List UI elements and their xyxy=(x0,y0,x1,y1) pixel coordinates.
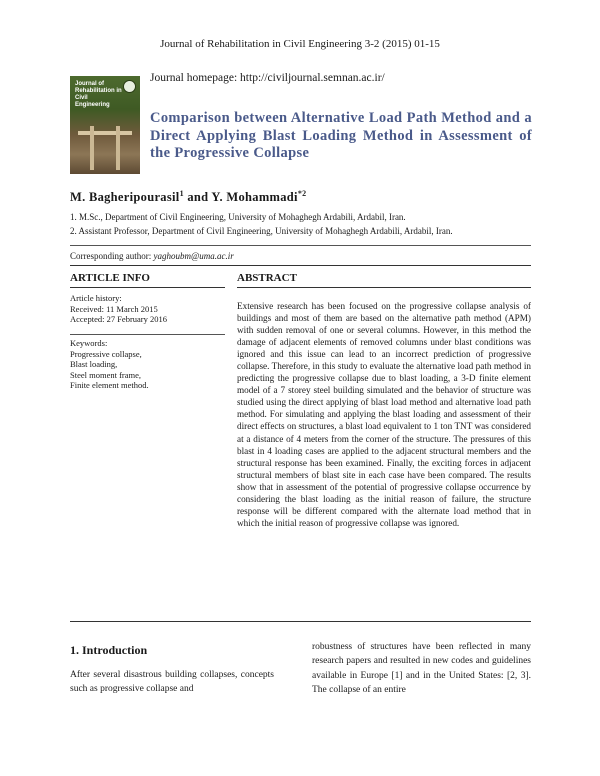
keyword-item: Steel moment frame, xyxy=(70,369,142,380)
divider xyxy=(70,621,531,622)
corresponding-email[interactable]: yaghoubm@uma.ac.ir xyxy=(153,251,234,261)
author-name: M. Bagheripourasil xyxy=(70,190,180,205)
divider xyxy=(70,287,225,288)
journal-cover-image xyxy=(70,76,140,174)
keywords-block xyxy=(70,338,149,391)
divider xyxy=(237,287,531,288)
history-label: Article history: xyxy=(70,293,122,303)
abstract-heading: ABSTRACT xyxy=(237,272,297,284)
body-text-right-column: robustness of structures have been reflected in many research papers and resulted in new codes and guidelines available in Europe [1] and in the United States: [2, 3]. The collapse of an entire xyxy=(312,642,531,696)
abstract-text: Extensive research has been focused on the progressive collapse analysis of buildings and most of them are based on the alternative path method (APM) with sudden removal of one or several columns. However, in this method the damage of adjacent elements of removed columns under blast conditions was ignored and this issue can lead to an incorrect prediction of progressive collapse. Therefore, in this study to evaluate the alternative load path method in predicting the progressive collapse due to blast loading, a 3-D finite element model of a 7 storey steel building simulated and the behavior of structure was studied using the direct applying of blast load method and alternative load path method. For simulating and applying the blast loading and assessment of their direct effects on structures, a blast load equivalent to 1 ton TNT was considered at a distance of 4 meters from the corner of the structure. The pressures of this blast in 4 loading cases are applied to the adjacent structural members and the structural response has been examined. Finally, the exciting forces in adjacent structural members of blast site in each case have been compared. The results show that in assessment of the potential of progressive collapse occurrence by considering the blast loading as the initial reason of failure, the structure response will be different compared with the alternate load method that in which the initial reason of progressive collapse was ignored. xyxy=(237,301,531,528)
article-info-heading: ARTICLE INFO xyxy=(70,272,150,284)
section-heading-introduction: 1. Introduction xyxy=(70,643,148,657)
divider xyxy=(70,245,531,246)
divider xyxy=(70,334,225,335)
author-affiliation-mark: *2 xyxy=(297,189,307,198)
journal-logo-icon xyxy=(123,80,136,93)
journal-homepage-link[interactable]: Journal homepage: http://civiljournal.semnan.ac.ir/ xyxy=(150,72,385,84)
corresponding-label: Corresponding author: xyxy=(70,251,154,261)
author-list xyxy=(70,189,306,205)
author-conjunction: and xyxy=(183,190,212,205)
paper-title: Comparison between Alternative Load Path Method and a Direct Applying Blast Loading Method in Assessment of the Progressive Collapse xyxy=(150,110,532,161)
author-name: Y. Mohammadi xyxy=(211,190,298,205)
keyword-item: Progressive collapse, xyxy=(70,348,142,359)
keyword-item: Finite element method. xyxy=(70,380,149,390)
accepted-date: Accepted: 27 February 2016 xyxy=(70,314,168,324)
affiliation-2: 2. Assistant Professor, Department of Civil Engineering, University of Mohaghegh Ardabili, Ardabil, Iran. xyxy=(70,226,453,236)
divider xyxy=(70,265,531,266)
keyword-item: Blast loading, xyxy=(70,359,118,369)
corresponding-author xyxy=(70,251,234,261)
journal-citation: Journal of Rehabilitation in Civil Engineering 3-2 (2015) 01-15 xyxy=(160,38,440,50)
received-date: Received: 11 March 2015 xyxy=(70,303,158,314)
body-text-left-column: After several disastrous building collapses, concepts such as progressive collapse and xyxy=(70,670,274,695)
article-history xyxy=(70,293,167,325)
cover-title: Journal of Rehabilitation in Civil Engineering xyxy=(75,81,122,108)
author-affiliation-mark: 1 xyxy=(179,189,184,198)
affiliation-1: 1. M.Sc., Department of Civil Engineering, University of Mohaghegh Ardabili, Ardabil, Iran. xyxy=(70,212,406,222)
keywords-label: Keywords: xyxy=(70,338,108,348)
